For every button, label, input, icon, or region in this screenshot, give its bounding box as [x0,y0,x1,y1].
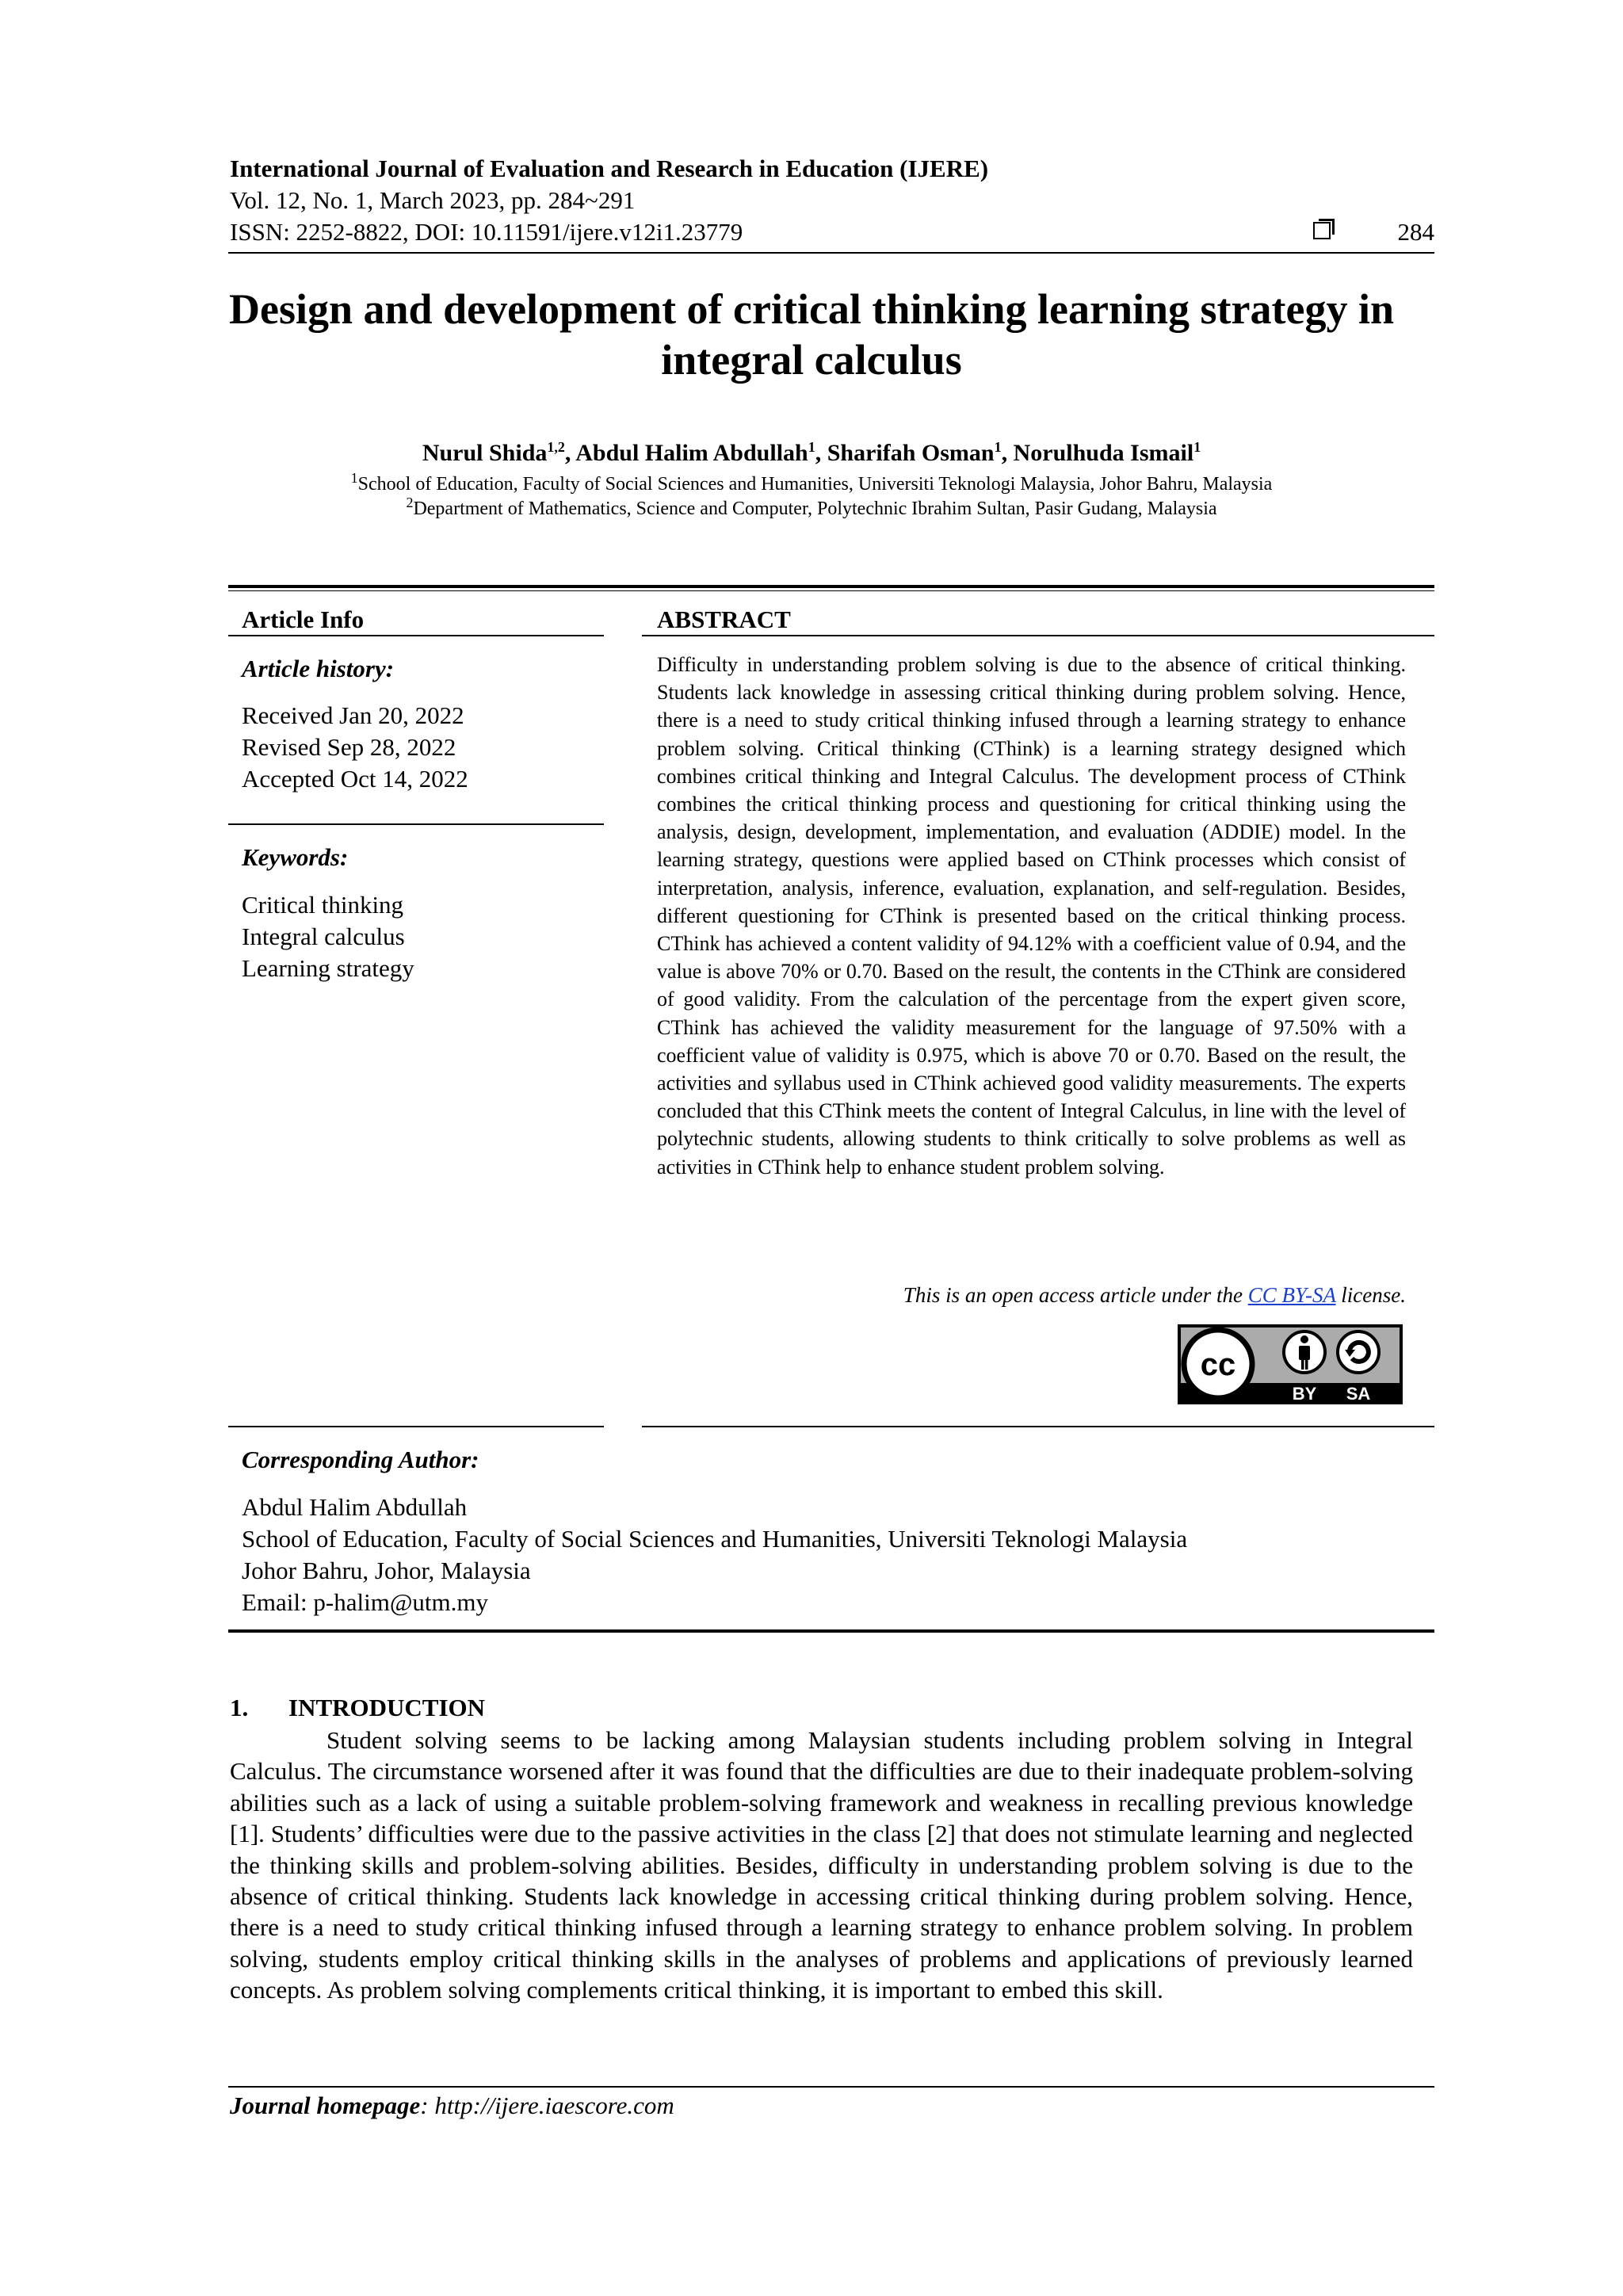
cc-by-sa-badge[interactable] [1177,1324,1403,1405]
abstract-rule [642,635,1434,636]
keyword-item: Integral calculus [242,923,405,950]
abstract-heading: ABSTRACT [657,606,791,633]
keyword-item: Learning strategy [242,954,414,982]
journal-homepage [230,2091,674,2121]
author-affiliation-mark: 1 [1193,439,1201,455]
cc-by-sa-link[interactable]: CC BY-SA [1247,1283,1336,1307]
sa-share-alike-icon [1338,1331,1379,1373]
article-history-rule [228,823,604,825]
author-affiliation-mark: 1 [808,439,815,455]
header-rule [228,252,1434,254]
info-block-top-rule [228,585,1434,588]
affiliation-number: 2 [406,495,414,510]
article-info-heading: Article Info [242,606,365,633]
footer-rule [228,2086,1434,2088]
author-name: Sharifah Osman [827,440,995,466]
keyword-item: Critical thinking [242,891,404,919]
introduction-text: Student solving seems to be lacking among Malaysian students including problem solving in Integral Calculus. The circumstance worsened after it was found that the difficulties are due to their inadequate problem-solving abilities such as a lack of using a suitable problem-solving framework and weakness in recalling previous knowledge [1]. Students’ difficulties were due to the passive activities in the class [2] that does not stimulate learning and neglected the thinking skills and problem-solving abilities. Besides, difficulty in understanding problem solving is due to the absence of critical thinking. Students lack knowledge in accessing critical thinking during problem solving. Hence, there is a need to study critical thinking infused through a learning strategy to enhance problem solving. In problem solving, students employ critical thinking skills in the analyses of problems and applications of previously learned concepts. As problem solving complements critical thinking, it is important to embed this skill. [230,1726,1413,2004]
article-history-heading: Article history: [242,655,395,682]
corresponding-author-location: Johor Bahru, Johor, Malaysia [242,1557,531,1584]
author-name: Nurul Shida [422,440,548,466]
affiliation-number: 1 [350,470,358,486]
cc-icon-label: cc [1200,1347,1236,1382]
sa-label: SA [1346,1384,1371,1404]
by-label: BY [1292,1384,1317,1404]
affiliation-2 [214,497,1409,521]
author-affiliation-mark: 1,2 [547,439,565,455]
corresponding-author-name: Abdul Halim Abdullah [242,1493,468,1521]
page-number: 284 [1397,218,1434,246]
section-number: 1. [230,1694,249,1721]
abstract-bottom-rule [642,1426,1434,1427]
abstract-text: Difficulty in understanding problem solving is due to the absence of critical thinking. Students lack knowledge in assessing critical thinking during problem solving. Hence, there is a need to study critical thinking infused through a learning strategy to enhance problem solving. Critical thinking (CThink) is a learning strategy designed which combines critical thinking and Integral Calculus. The development process of CThink combines the critical thinking process and questioning for critical thinking using the analysis, design, development, implementation, and evaluation (ADDIE) model. In the learning strategy, questions were applied based on CThink processes which consist of interpretation, analysis, inference, evaluation, explanation, and self-regulation. Besides, different questioning for CThink is presented based on the critical thinking process. CThink has achieved a content validity of 94.12% with a coefficient value of 0.94, and the value is above 70% or 0.70. Based on the result, the contents in the CThink are considered of good validity. From the calculation of the percentage from the expert given score, CThink has achieved the validity measurement for the language of 97.50% with a coefficient value of validity is 0.975, which is above 70 or 0.70. Based on the result, the activities and syllabus used in CThink achieved good validity measurements. The experts concluded that this CThink meets the content of Integral Calculus, in line with the level of polytechnic students, allowing students to think critically to solve problems as well as activities in CThink help to enhance student problem solving. [657,653,1406,1179]
accepted-date: Accepted Oct 14, 2022 [242,765,468,793]
author-name: Abdul Halim Abdullah [575,440,808,466]
author-affiliation-mark: 1 [994,439,1002,455]
paper-title: Design and development of critical thinking learning strategy in integral calculus [229,285,1394,384]
affiliation-1 [214,472,1409,496]
author-separator: , [1001,440,1014,466]
section-title: INTRODUCTION [288,1694,486,1721]
license-prefix: This is an open access article under the [903,1283,1248,1307]
revised-date: Revised Sep 28, 2022 [242,733,456,761]
author-separator: , [564,440,576,466]
info-block-top-rule-thin [228,590,1434,591]
corresponding-author-heading: Corresponding Author: [242,1446,479,1473]
journal-name: International Journal of Evaluation and Research in Education (IJERE) [230,155,989,182]
affiliation-text: Department of Mathematics, Science and Computer, Polytechnic Ibrahim Sultan, Pasir Gudang, Malaysia [413,499,1217,519]
article-info-bottom-rule [228,1426,604,1427]
homepage-label: Journal homepage [230,2092,421,2119]
journal-volume: Vol. 12, No. 1, March 2023, pp. 284~291 [230,186,636,214]
corresponding-author-email: Email: p-halim@utm.my [242,1588,488,1616]
keywords-heading: Keywords: [242,843,349,871]
license-suffix: license. [1335,1283,1406,1307]
author-name: Norulhuda Ismail [1013,440,1194,466]
info-block-bottom-rule [228,1629,1434,1633]
homepage-separator: : [420,2092,435,2119]
article-info-rule [228,635,604,636]
journal-issn-doi: ISSN: 2252-8822, DOI: 10.11591/ijere.v12i1.23779 [230,218,743,246]
received-date: Received Jan 20, 2022 [242,701,464,729]
checkbox-square-icon [1313,222,1331,239]
author-separator: , [815,440,827,466]
by-person-icon [1284,1331,1325,1373]
introduction-heading [230,1693,485,1723]
homepage-url[interactable]: http://ijere.iaescore.com [434,2092,674,2119]
cc-icon [1184,1330,1252,1398]
corresponding-author-institution: School of Education, Faculty of Social Sciences and Humanities, Universiti Teknologi Malaysia [242,1525,1188,1553]
affiliation-text: School of Education, Faculty of Social Sciences and Humanities, Universiti Teknologi Malaysia, Johor Bahru, Malaysia [357,474,1273,495]
license-statement [657,1282,1406,1308]
author-list [214,438,1409,468]
